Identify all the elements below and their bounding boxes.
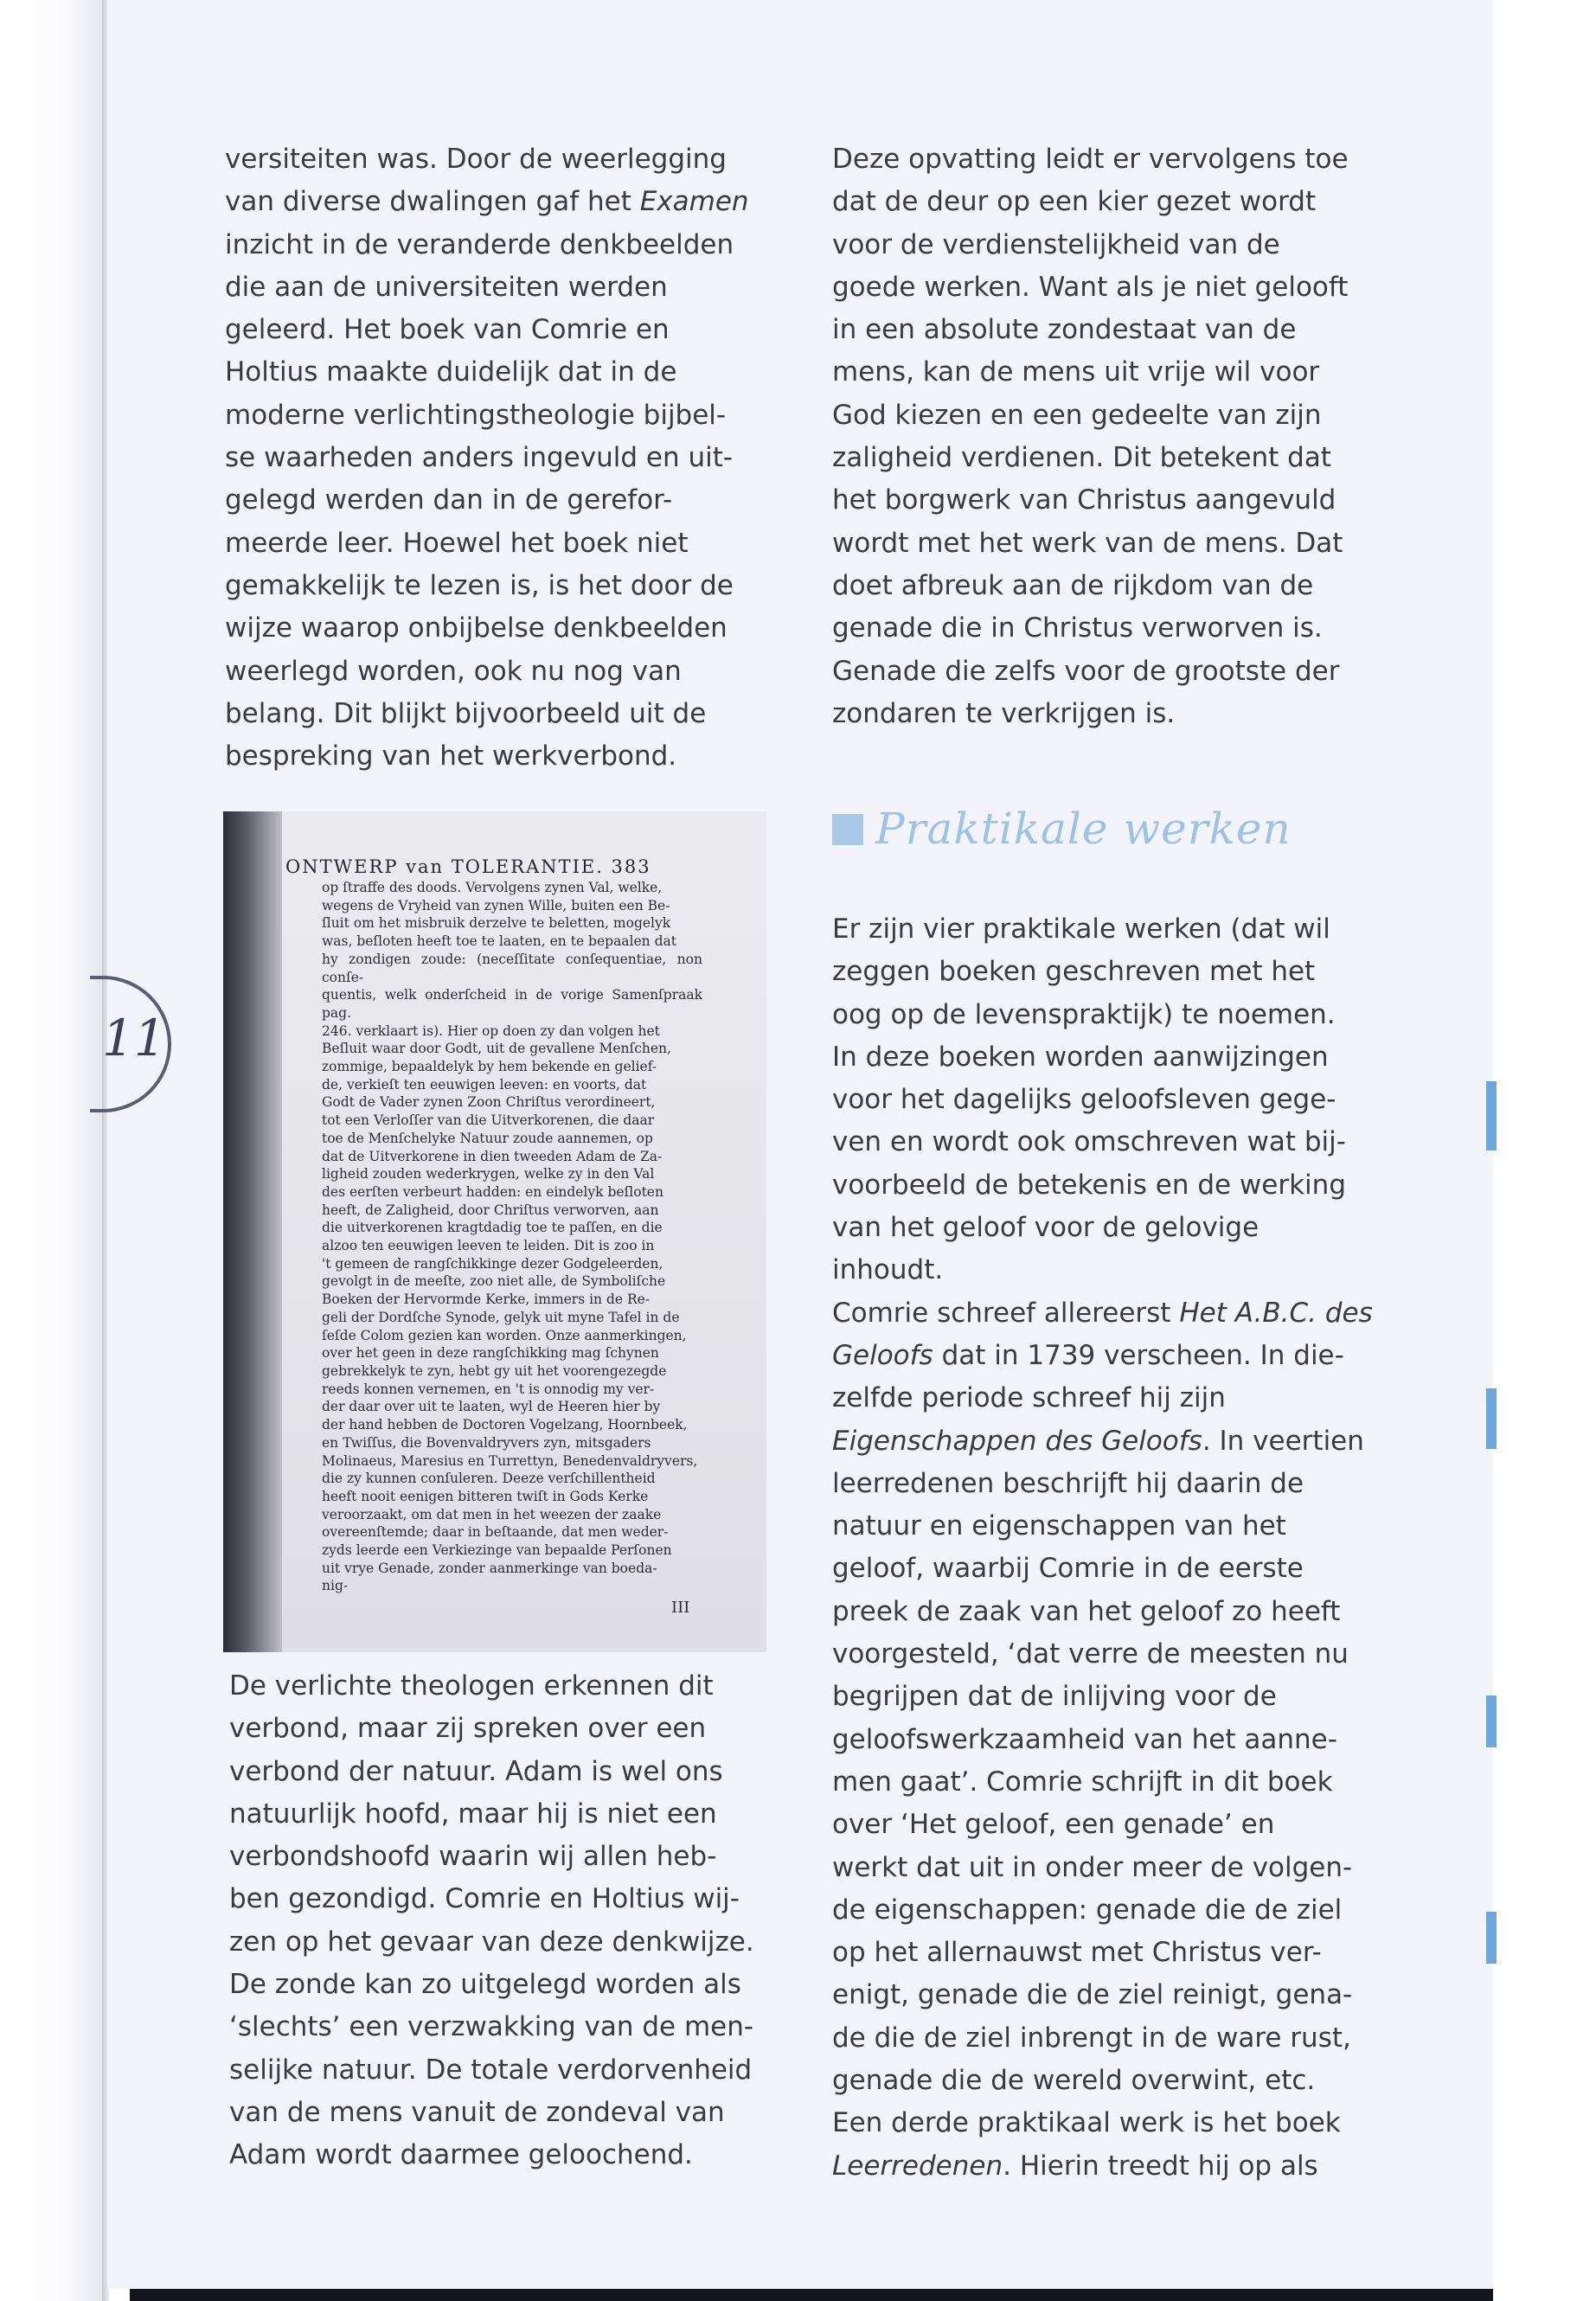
text-line: inzicht in de veranderde denkbeelden (225, 228, 734, 260)
text-line: over ‘Het geloof, een genade’ en (832, 1809, 1275, 1841)
text-line: gelegd werden dan in de gerefor- (225, 484, 673, 516)
scan-text-line: Molinaeus, Maresius en Turrettyn, Benedenvaldryvers, (322, 1452, 698, 1469)
text-line: ‘slechts’ een verzwakking van de men- (229, 2011, 754, 2043)
page-bottom-edge (130, 2289, 1493, 2301)
left-column-bottom (229, 1665, 783, 2177)
text-line: voorgesteld, ‘dat verre de meesten nu (832, 1638, 1349, 1670)
text-line: voor het dagelijks geloofsleven gege- (832, 1084, 1336, 1116)
scan-text-line: die zy kunnen conſuleren. Deeze verſchillentheid (322, 1471, 656, 1487)
left-column-top (225, 138, 779, 778)
text-line: Adam wordt daarmee geloochend. (229, 2139, 693, 2171)
text-line: bespreking van het werkverbond. (225, 740, 677, 772)
text-line: meerde leer. Hoewel het boek niet (225, 527, 689, 559)
italic-title: Geloofs (832, 1339, 933, 1371)
scan-text-line: hy zondigen zoude: (neceſſitate conſequentiae, non conſe- (322, 951, 702, 985)
scan-text-line: de, verkieſt ten eeuwigen leeven: en voorts, dat (322, 1076, 647, 1093)
italic-title: Examen (639, 186, 749, 218)
scan-text-line: tot een Verloſſer van die Uitverkorenen, die daar (322, 1112, 655, 1129)
scan-text-line: wegens de Vryheid van zynen Wille, buiten een Be- (322, 897, 670, 913)
text-line: zaligheid verdienen. Dit betekent dat (832, 442, 1331, 474)
text-line: men gaat’. Comrie schrijft in dit boek (832, 1766, 1333, 1798)
text-line: God kiezen en een gedeelte van zijn (832, 399, 1322, 431)
text-line: Er zijn vier praktikale werken (dat wil (832, 913, 1330, 945)
text-line: ben gezondigd. Comrie en Holtius wij- (229, 1883, 740, 1915)
scan-signature-mark: III (671, 1599, 690, 1617)
scan-text-line: Beſluit waar door Godt, uit de gevallene Menſchen, (322, 1041, 671, 1057)
text-line: Een derde praktikaal werk is het boek (832, 2107, 1341, 2139)
scan-text-line: heeft, de Zaligheid, door Chriſtus verworven, aan (322, 1202, 659, 1218)
text-line: genade die de wereld overwint, etc. (832, 2065, 1316, 2097)
scan-text-line: en Twiſſus, die Bovenvaldryvers zyn, mitsgaders (322, 1434, 651, 1451)
italic-title: Eigenschappen des Geloofs (832, 1425, 1202, 1457)
text-line: dat de deur op een kier gezet wordt (832, 186, 1317, 218)
text-line: op het allernauwst met Christus ver- (832, 1937, 1322, 1969)
scan-text-line: ligheid zouden wederkrygen, welke zy in den Val (322, 1166, 655, 1183)
scan-binding-shadow (223, 811, 282, 1652)
text-line: versiteiten was. Door de weerlegging (225, 144, 727, 175)
text-line: preek de zaak van het geloof zo heeft (832, 1595, 1341, 1627)
text-line: het borgwerk van Christus aangevuld (832, 484, 1336, 516)
scan-text-line: die uitverkorenen kragtdadig toe te paſſen, en die (322, 1220, 663, 1236)
text-line: van diverse dwalingen gaf het Examen (225, 186, 749, 218)
text-line: ven en wordt ook omschreven wat bij- (832, 1126, 1346, 1158)
text-line: se waarheden anders ingevuld en uit- (225, 442, 734, 474)
scan-text-line: des eerſten verbeurt hadden: en eindelyk beſloten (322, 1183, 663, 1200)
scan-text-line: 246. verklaart is). Hier op doen zy dan volgen het (322, 1022, 660, 1039)
text-line: zeggen boeken geschreven met het (832, 956, 1316, 988)
scan-text-line: overeenſtemde; daar in beſtaande, dat men weder- (322, 1524, 669, 1541)
text-line: natuur en eigenschappen van het (832, 1510, 1286, 1542)
section-heading-text: Praktikale werken (875, 804, 1292, 854)
text-line: de die de ziel inbrengt in de ware rust, (832, 2022, 1351, 2054)
index-tab (1486, 1388, 1497, 1449)
text-line: van de mens vanuit de zondeval van (229, 2096, 725, 2128)
text-line: werkt dat uit in onder meer de volgen- (832, 1851, 1353, 1883)
scan-text-line: 't gemeen de rangſchikkinge dezer Godgeleerden, (322, 1255, 663, 1272)
text-line: Genade die zelfs voor de grootste der (832, 655, 1340, 687)
text-line: verbondshoofd waarin wij allen heb- (229, 1841, 717, 1873)
scan-text-line: Boeken der Hervormde Kerke, immers in de Re- (322, 1292, 651, 1308)
scan-text-line: uit vrye Genade, zonder aanmerkinge van boeda- (322, 1560, 657, 1576)
page-right-edge (1493, 0, 1596, 2301)
right-column-bottom (832, 908, 1386, 2188)
scan-text-line: quentis, welk onderſcheid in de vorige Samenſpraak pag. (322, 987, 702, 1021)
scan-text-line: toe de Menſchelyke Natuur zoude aannemen, op (322, 1130, 653, 1146)
scan-text-line: geli der Dordſche Synode, gelyk uit myne Tafel in de (322, 1309, 680, 1325)
heading-square-icon (832, 814, 863, 845)
text-line: In deze boeken worden aanwijzingen (832, 1041, 1329, 1073)
text-line: selijke natuur. De totale verdorvenheid (229, 2054, 753, 2086)
scan-text-line: heeft nooit eenigen bitteren twiſt in Gods Kerke (322, 1488, 649, 1504)
scan-text-line: der daar over uit te laaten, wyl de Heeren hier by (322, 1399, 661, 1415)
scan-text-line: op ſtraffe des doods. Vervolgens zynen Val, welke, (322, 880, 663, 895)
text-line: Leerredenen. Hierin treedt hij op als (832, 2150, 1318, 2182)
text-line: zen op het gevaar van deze denkwijze. (229, 1926, 754, 1958)
text-line: genade die in Christus verworven is. (832, 612, 1323, 644)
index-tab (1486, 1695, 1497, 1747)
text-line: belang. Dit blijkt bijvoorbeeld uit de (225, 697, 707, 729)
scan-text-line: ſeſde Colom gezien kan worden. Onze aanmerkingen, (322, 1327, 687, 1343)
scan-text-line: alzoo ten eeuwigen leeven te leiden. Dit is zoo in (322, 1238, 655, 1254)
text-line: die aan de universiteiten werden (225, 271, 668, 303)
text-line: natuurlijk hoofd, maar hij is niet een (229, 1798, 717, 1830)
text-line: zelfde periode schreef hij zijn (832, 1382, 1226, 1414)
text-line: weerlegd worden, ook nu nog van (225, 655, 682, 687)
text-line: moderne verlichtingstheologie bijbel- (225, 399, 727, 431)
scan-text-line: over het geen in deze rangſchikking mag ſchynen (322, 1345, 659, 1362)
text-line: Eigenschappen des Geloofs. In veertien (832, 1425, 1364, 1457)
scan-text-line: der hand hebben de Doctoren Vogelzang, Hoornbeek, (322, 1417, 688, 1433)
text-line: gemakkelijk te lezen is, is het door de (225, 569, 734, 601)
text-line: de eigenschappen: genade die de ziel (832, 1894, 1343, 1926)
text-line: Deze opvatting leidt er vervolgens toe (832, 144, 1349, 175)
text-line: Comrie schreef allereerst Het A.B.C. des (832, 1297, 1373, 1329)
text-line: voor de verdienstelijkheid van de (832, 228, 1280, 260)
text-line: mens, kan de mens uit vrije wil voor (832, 356, 1320, 388)
scan-text-line: gebrekkelyk te zyn, hebt gy uit het voorengezegde (322, 1362, 667, 1379)
text-line: verbond, maar zij spreken over een (229, 1713, 707, 1745)
text-line: inhoudt. (832, 1254, 944, 1286)
text-line: goede werken. Want als je niet gelooft (832, 271, 1349, 303)
text-line: zondaren te verkrijgen is. (832, 697, 1176, 729)
scan-text-line: nig- (322, 1578, 349, 1594)
right-column-top (832, 138, 1386, 735)
text-line: De zonde kan zo uitgelegd worden als (229, 1969, 741, 2001)
index-tab (1486, 1081, 1497, 1150)
text-line: oog op de levenspraktijk) te noemen. (832, 998, 1336, 1030)
index-tab (1486, 1912, 1497, 1964)
text-line: De verlichte theologen erkennen dit (229, 1670, 714, 1702)
text-line: wordt met het werk van de mens. Dat (832, 527, 1343, 559)
text-line: leerredenen beschrijft hij daarin de (832, 1467, 1304, 1499)
scan-body-text (322, 879, 702, 1595)
italic-title: Leerredenen (832, 2150, 1003, 2182)
text-line: enigt, genade die de ziel reinigt, gena- (832, 1979, 1353, 2011)
text-line: geloof, waarbij Comrie in de eerste (832, 1553, 1304, 1585)
scan-text-line: veroorzaakt, om dat men in het weezen der zaake (322, 1506, 662, 1522)
book-spine (0, 0, 107, 2301)
section-heading (832, 804, 1386, 861)
text-line: Holtius maakte duidelijk dat in de (225, 356, 677, 388)
scan-text-line: zommige, bepaaldelyk by hem bekende en gelief- (322, 1059, 657, 1075)
scan-text-line: was, beſloten heeft toe te laaten, en te bepaalen dat (322, 933, 676, 950)
text-line: geloofswerkzaamheid van het aanne- (832, 1723, 1337, 1755)
scan-text-line: gevolgt in de meeſte, zoo niet alle, de Symboliſche (322, 1273, 666, 1290)
text-line: van het geloof voor de gelovige (832, 1212, 1259, 1244)
text-line: verbond der natuur. Adam is wel ons (229, 1755, 723, 1787)
italic-title: Het A.B.C. des (1179, 1297, 1373, 1329)
scan-running-header: ONTWERP van TOLERANTIE. 383 (285, 856, 651, 877)
text-line: doet afbreuk aan de rijkdom van de (832, 569, 1314, 601)
scan-text-line: reeds konnen vernemen, en 't is onnodig my ver- (322, 1381, 655, 1397)
text-line: geleerd. Het boek van Comrie en (225, 314, 670, 346)
scan-text-line: dat de Uitverkorene in dien tweeden Adam de Za- (322, 1148, 663, 1164)
scan-text-line: zyds leerde een Verkiezinge van bepaalde Perſonen (322, 1542, 672, 1559)
text-line: wijze waarop onbijbelse denkbeelden (225, 612, 727, 644)
text-line: begrijpen dat de inlijving voor de (832, 1681, 1277, 1713)
scan-text-line: Godt de Vader zynen Zoon Chriſtus verordineert, (322, 1094, 656, 1111)
text-line: in een absolute zondestaat van de (832, 314, 1297, 346)
margin-mark-number: 11 (102, 1009, 166, 1067)
text-line: Geloofs dat in 1739 verscheen. In die- (832, 1339, 1344, 1371)
text-line: voorbeeld de betekenis en de werking (832, 1169, 1346, 1201)
scan-text-line: ſluit om het misbruik derzelve te beletten, mogelyk (322, 915, 671, 932)
